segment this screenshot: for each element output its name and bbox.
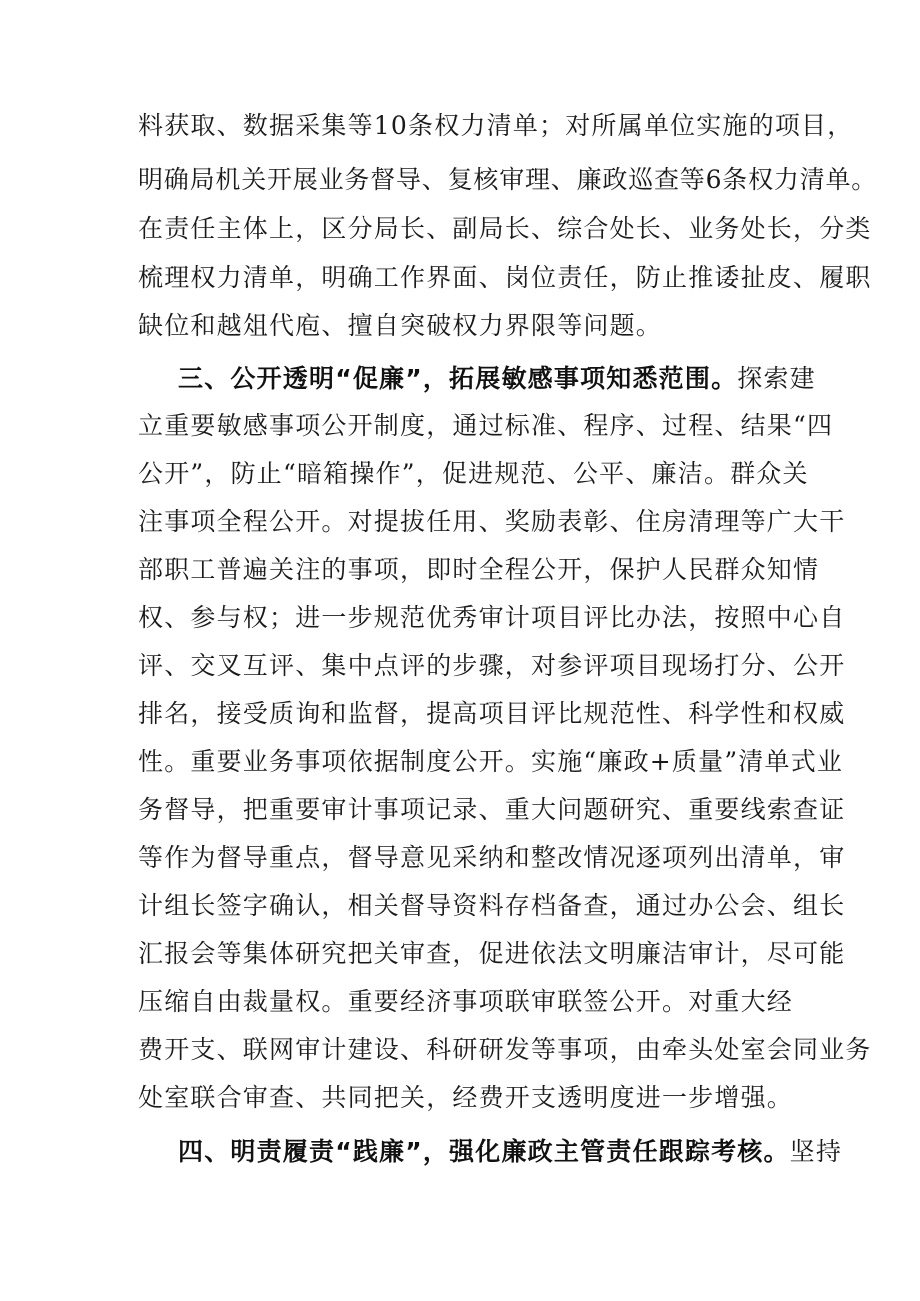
paragraph-line: 务督导，把重要审计事项记录、重大问题研究、重要线索查证 bbox=[138, 795, 846, 824]
section-4-heading-tail: 坚持 bbox=[789, 1137, 843, 1166]
paragraph-line: 公开”，防止“暗箱操作”，促进规范、公平、廉洁。群众关 bbox=[138, 459, 809, 488]
paragraph-line: 评、交叉互评、集中点评的步骤，对参评项目现场打分、公开 bbox=[138, 651, 846, 680]
paragraph-line: 明确局机关开展业务督导、复核审理、廉政巡查等6条权力清单。 bbox=[138, 165, 878, 194]
paragraph-line: 等作为督导重点，督导意见采纳和整改情况逐项列出清单，审 bbox=[138, 843, 846, 872]
section-3-heading-line bbox=[178, 357, 816, 401]
paragraph-line: 处室联合审查、共同把关，经费开支透明度进一步增强。 bbox=[138, 1083, 794, 1112]
paragraph-line: 立重要敏感事项公开制度，通过标准、程序、过程、结果“四 bbox=[138, 411, 834, 440]
section-3-heading: 三、公开透明“促廉”，拓展敏感事项知悉范围。 bbox=[178, 364, 738, 393]
paragraph-line: 费开支、联网审计建设、科研研发等事项，由牵头处室会同业务 bbox=[138, 1035, 872, 1064]
paragraph-line: 排名，接受质询和监督，提高项目评比规范性、科学性和权威 bbox=[138, 699, 846, 728]
paragraph-line: 梳理权力清单，明确工作界面、岗位责任，防止推诿扯皮、履职 bbox=[138, 263, 872, 292]
section-3-heading-tail: 探索建 bbox=[737, 364, 816, 393]
paragraph-line: 性。重要业务事项依据制度公开。实施“廉政+质量”清单式业 bbox=[138, 747, 844, 776]
paragraph-line: 部职工普遍关注的事项，即时全程公开，保护人民群众知情 bbox=[138, 555, 820, 584]
paragraph-line: 汇报会等集体研究把关审查，促进依法文明廉洁审计，尽可能 bbox=[138, 939, 846, 968]
paragraph-line: 权、参与权；进一步规范优秀审计项目评比办法，按照中心自 bbox=[138, 603, 846, 632]
section-4-heading-line bbox=[178, 1130, 842, 1174]
paragraph-line: 料获取、数据采集等10条权力清单；对所属单位实施的项目， bbox=[138, 111, 854, 140]
paragraph-line: 压缩自由裁量权。重要经济事项联审联签公开。对重大经 bbox=[138, 987, 794, 1016]
paragraph-line: 计组长签字确认，相关督导资料存档备查，通过办公会、组长 bbox=[138, 891, 846, 920]
paragraph-line: 注事项全程公开。对提拔任用、奖励表彰、住房清理等广大干 bbox=[138, 507, 846, 536]
section-4-heading: 四、明责履责“践廉”，强化廉政主管责任跟踪考核。 bbox=[178, 1137, 790, 1166]
paragraph-line: 缺位和越俎代庖、擅自突破权力界限等问题。 bbox=[138, 311, 663, 340]
paragraph-line: 在责任主体上，区分局长、副局长、综合处长、业务处长，分类 bbox=[138, 214, 872, 243]
